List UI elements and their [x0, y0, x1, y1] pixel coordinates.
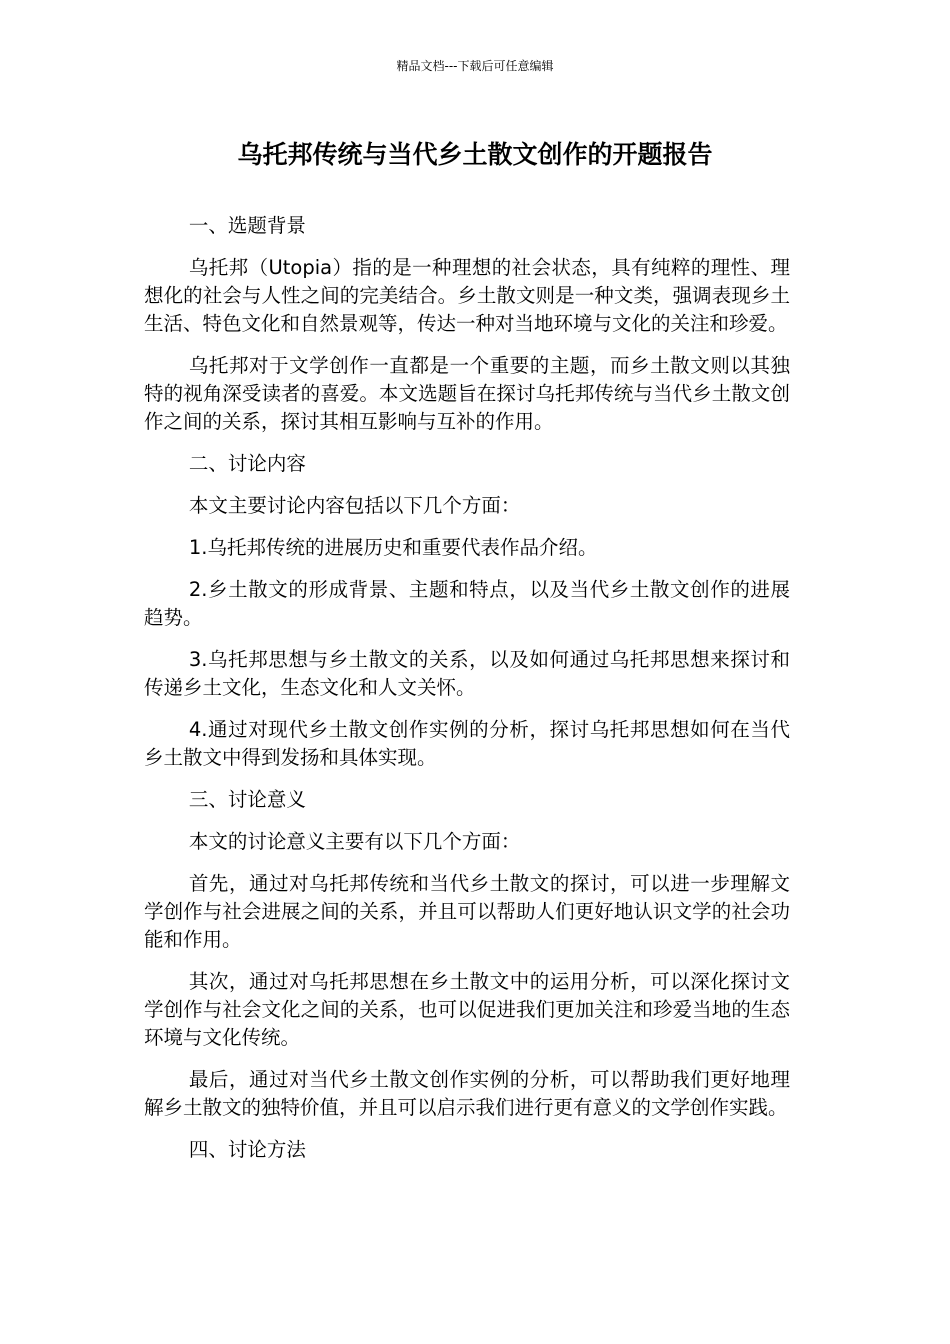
paragraph: 乌托邦（Utopia）指的是一种理想的社会状态，具有纯粹的理性、理想化的社会与人性之间的完美结合。乡土散文则是一种文类，强调表现乡土生活、特色文化和自然景观等，传达一种对当地环境与文化的关注和珍爱。: [144, 256, 790, 335]
document-title: 乌托邦传统与当代乡土散文创作的开题报告: [237, 140, 713, 169]
list-item: 2.乡土散文的形成背景、主题和特点，以及当代乡土散文创作的进展趋势。: [144, 578, 790, 629]
paragraph: 最后，通过对当代乡土散文创作实例的分析，可以帮助我们更好地理解乡土散文的独特价值，并且可以启示我们进行更有意义的文学创作实践。: [144, 1068, 790, 1119]
paragraph: 本文主要讨论内容包括以下几个方面：: [188, 494, 521, 517]
paragraph: 乌托邦对于文学创作一直都是一个重要的主题，而乡土散文则以其独特的视角深受读者的喜爱。本文选题旨在探讨乌托邦传统与当代乡土散文创作之间的关系，探讨其相互影响与互补的作用。: [144, 354, 790, 433]
section-heading-background: 一、选题背景: [188, 214, 306, 237]
list-item: 1.乌托邦传统的进展历史和重要代表作品介绍。: [188, 536, 598, 559]
list-item: 4.通过对现代乡土散文创作实例的分析，探讨乌托邦思想如何在当代乡土散文中得到发扬和具体实现。: [144, 718, 790, 769]
page-header: 精品文档---下载后可任意编辑: [396, 59, 554, 73]
paragraph: 其次，通过对乌托邦思想在乡土散文中的运用分析，可以深化探讨文学创作与社会文化之间的关系，也可以促进我们更加关注和珍爱当地的生态环境与文化传统。: [144, 970, 790, 1049]
paragraph: 首先，通过对乌托邦传统和当代乡土散文的探讨，可以进一步理解文学创作与社会进展之间的关系，并且可以帮助人们更好地认识文学的社会功能和作用。: [144, 872, 790, 951]
list-item: 3.乌托邦思想与乡土散文的关系，以及如何通过乌托邦思想来探讨和传递乡土文化，生态文化和人文关怀。: [144, 648, 790, 699]
section-heading-content: 二、讨论内容: [188, 452, 306, 475]
section-heading-method: 四、讨论方法: [188, 1138, 306, 1161]
document-body: [144, 212, 790, 1178]
paragraph: 本文的讨论意义主要有以下几个方面：: [188, 830, 521, 853]
section-heading-significance: 三、讨论意义: [188, 788, 306, 811]
